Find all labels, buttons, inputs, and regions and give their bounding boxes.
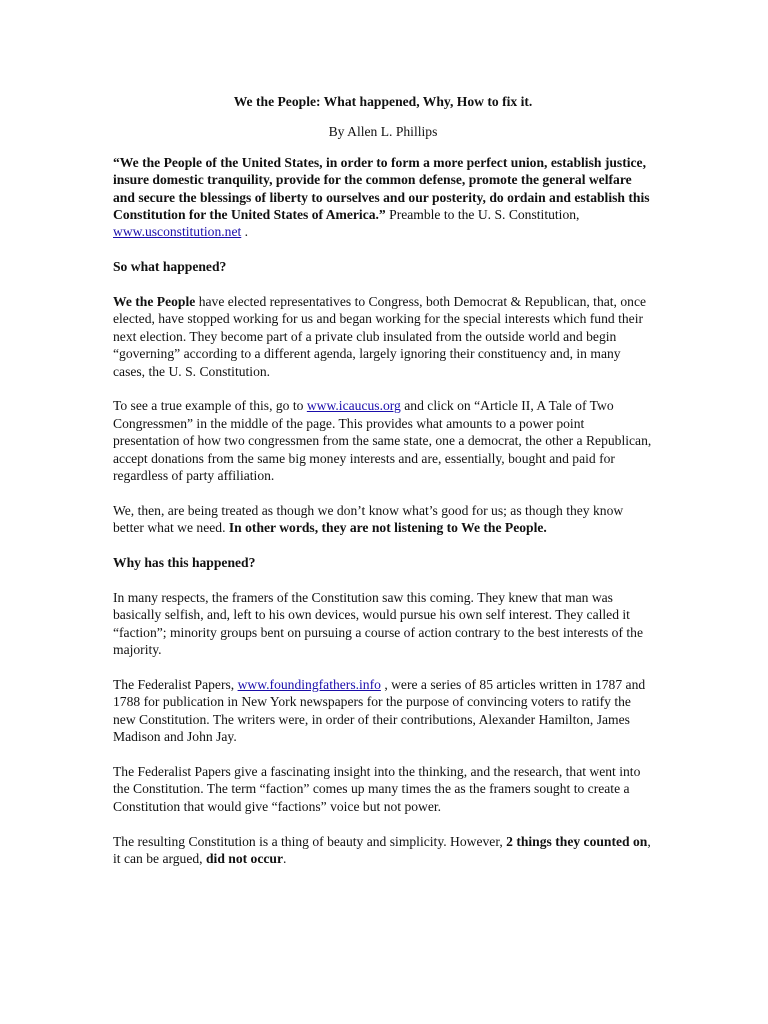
paragraph-text: and click on “Article II, A Tale of Two Congressmen” in the middle of the page. This provides what amounts to a power point presentation of how two congressmen from the same state, one a democrat, the other a Republican, accept donations from the same big money interests and are, essentially, bought and paid for regardless of party affiliation. xyxy=(113,398,652,484)
paragraph-bold: In other words, they are not listening to We the People. xyxy=(228,520,547,536)
document-title: We the People: What happened, Why, How to fix it. xyxy=(233,94,533,109)
preamble-paragraph xyxy=(113,154,653,241)
paragraph-text: To see a true example of this, go to xyxy=(113,398,307,414)
paragraph-text: The Federalist Papers, xyxy=(113,676,238,692)
document-page xyxy=(113,88,653,867)
paragraph-insight: The Federalist Papers give a fascinating insight into the thinking, and the research, that went into the Constitution. The term “faction” comes up many times the as the framers sought to create a Constitution that would give “factions” voice but not power. xyxy=(113,763,641,814)
foundingfathers-link[interactable]: www.foundingfathers.info xyxy=(237,676,381,692)
paragraph-example xyxy=(113,397,653,484)
heading-so-what-happened: So what happened? xyxy=(113,259,227,275)
paragraph-text: The resulting Constitution is a thing of beauty and simplicity. However, xyxy=(113,833,507,849)
preamble-quote: “We the People of the United States, in order to form a more perfect union, establish justice, insure domestic tranquility, provide for the common defense, promote the general welfare and secure the blessings of liberty to ourselves and our posterity, do ordain and establish this Constitution for the United States of America.” xyxy=(113,154,650,223)
preamble-attribution: Preamble to the U. S. Constitution, xyxy=(385,207,580,223)
byline: By Allen L. Phillips xyxy=(328,124,438,140)
paragraph-resulting-constitution xyxy=(113,833,653,868)
paragraph-bold: did not occur xyxy=(205,850,284,866)
paragraph-text: . xyxy=(283,850,287,866)
paragraph-text: have elected representatives to Congress, both Democrat & Republican, that, once elected, have stopped working for us and began working for the special interests which fund their next election. They become part of a private club insulated from the outside world and begin “governing” according to a different agenda, largely ignoring their constituency and, in many cases, the U. S. Constitution. xyxy=(113,294,647,379)
paragraph-text: We, then, are being treated as though we don’t know what’s good for us; as though they know better what we need. xyxy=(113,502,624,536)
heading-why-has-this-happened: Why has this happened? xyxy=(113,555,256,571)
paragraph-federalist-papers xyxy=(113,676,653,746)
usconstitution-link[interactable]: www.usconstitution.net xyxy=(113,224,242,240)
paragraph-not-listening xyxy=(113,502,653,537)
paragraph-text: , were a series of 85 articles written in 1787 and 1788 for publication in New York newspapers for the purpose of convincing voters to ratify the new Constitution. The writers were, in order of their contributions, Alexander Hamilton, James Madison and John Jay. xyxy=(113,676,646,745)
paragraph-lead: We the People xyxy=(113,294,196,310)
paragraph-representatives xyxy=(113,293,653,380)
paragraph-text: , it can be argued, xyxy=(113,833,651,866)
paragraph-bold: 2 things they counted on xyxy=(506,833,648,849)
paragraph-framers: In many respects, the framers of the Constitution saw this coming. They knew that man was basically selfish, and, left to his own devices, would pursue his own self interest. They called it “faction”; minority groups bent on pursuing a course of action contrary to the best interests of the majority. xyxy=(113,589,644,658)
preamble-tail: . xyxy=(241,224,249,240)
icaucus-link[interactable]: www.icaucus.org xyxy=(306,398,401,414)
